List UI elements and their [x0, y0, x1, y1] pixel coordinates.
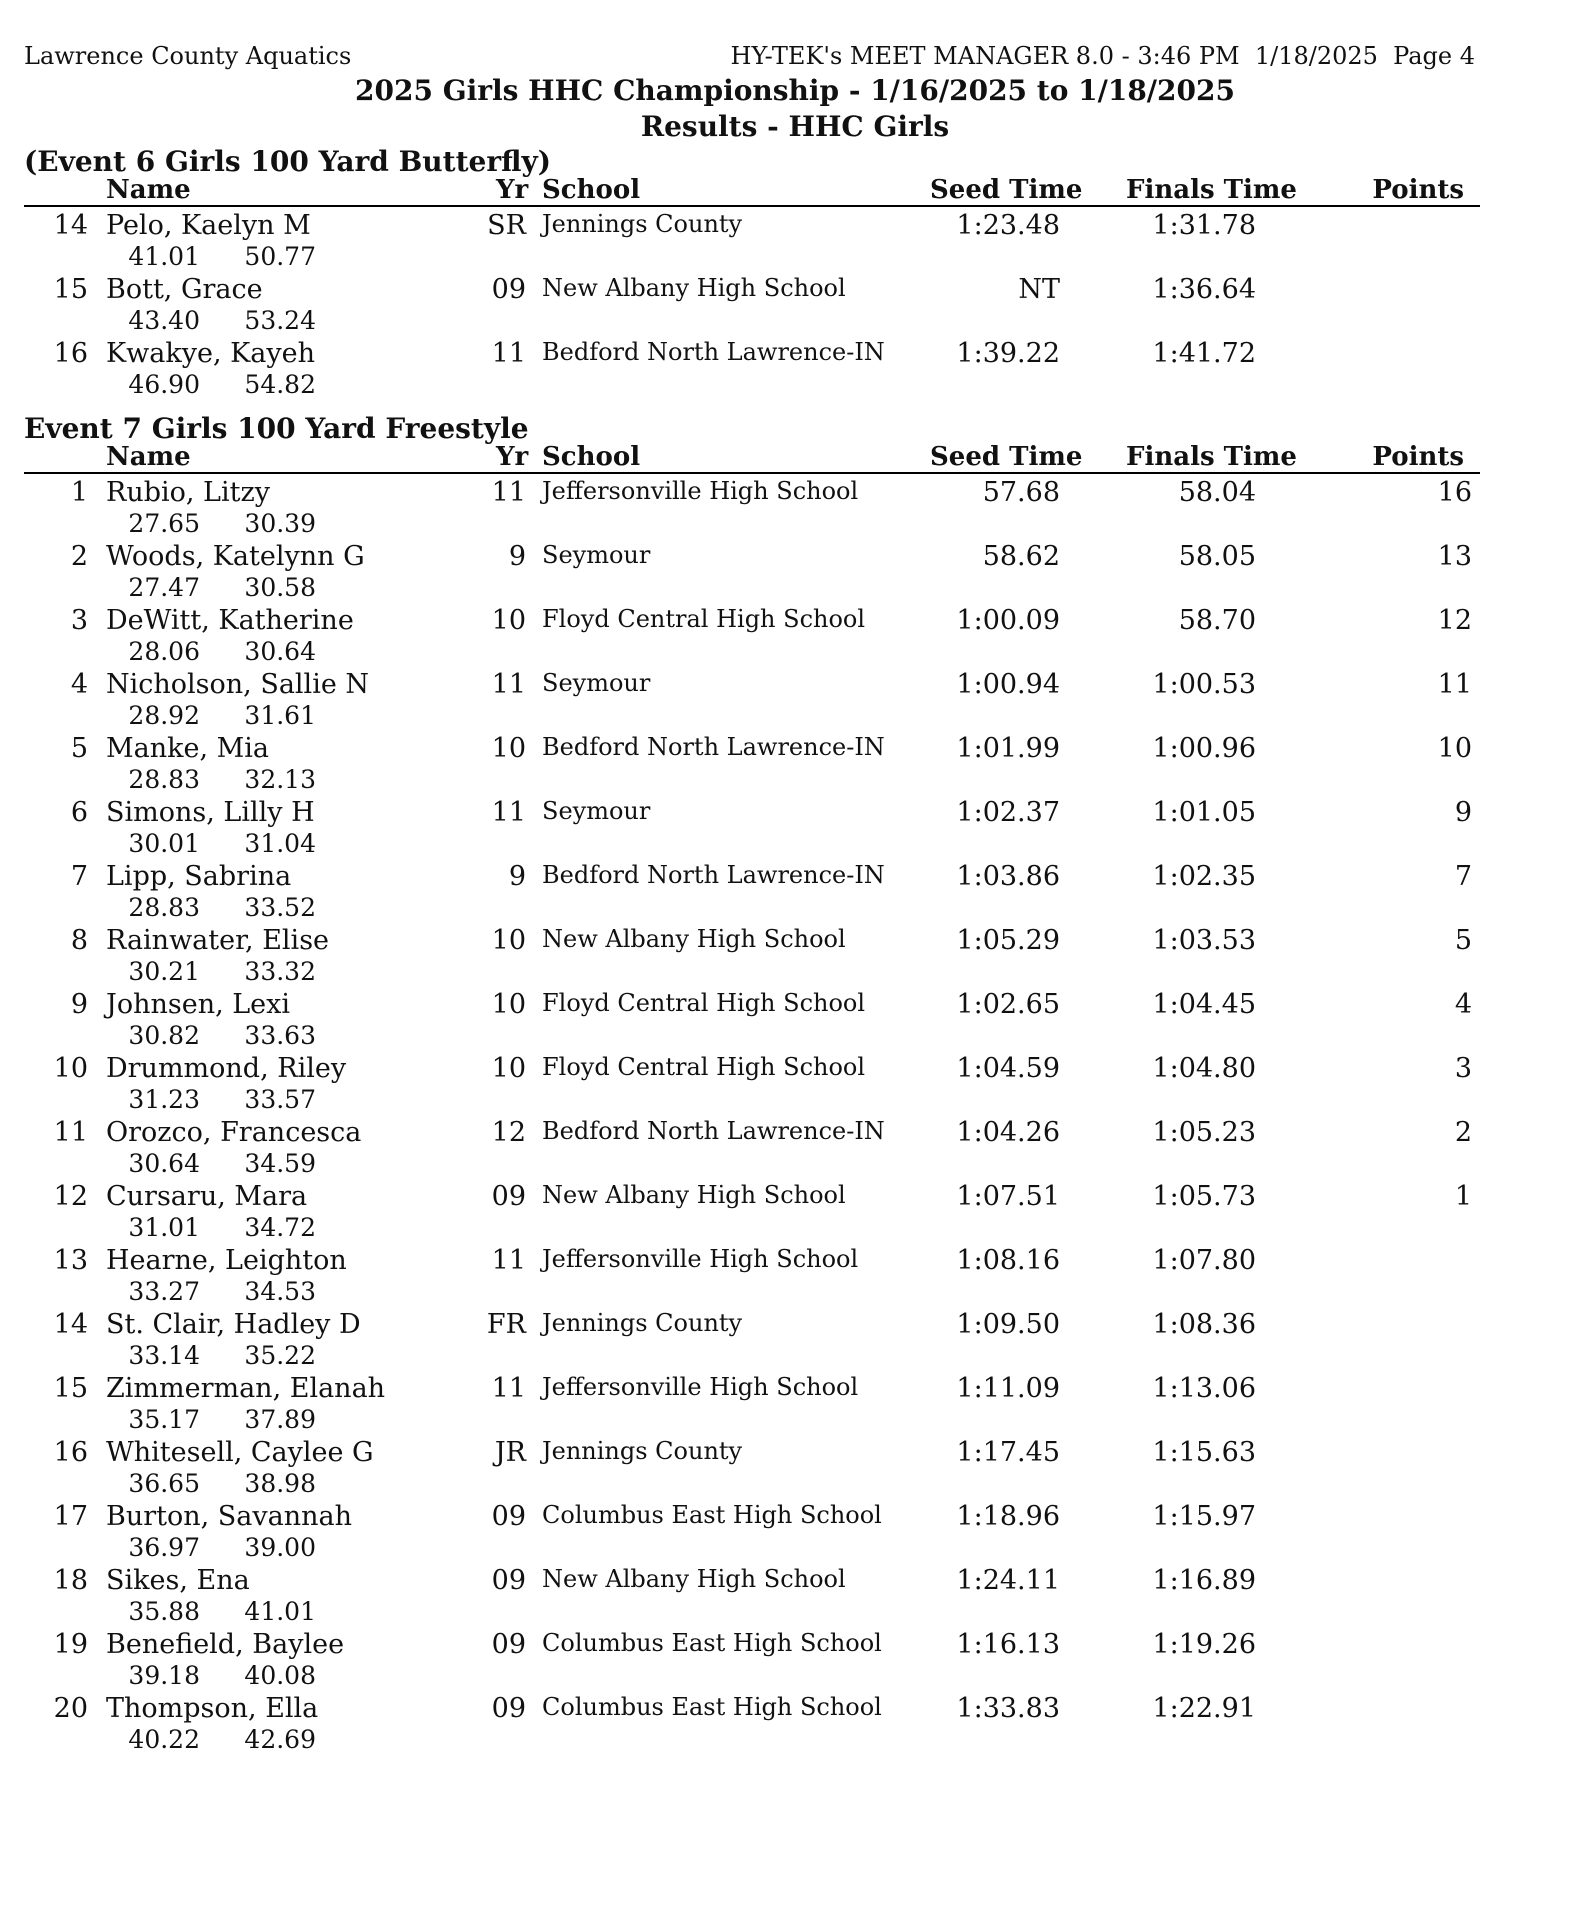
split-time-1: 27.47	[128, 573, 200, 602]
split-time-1: 33.14	[128, 1341, 200, 1370]
result-row	[0, 665, 1570, 729]
swimmer-year: 11	[491, 669, 526, 700]
seed-time: 1:23.48	[956, 210, 1060, 241]
split-time-2: 42.69	[244, 1725, 316, 1754]
split-time-1: 27.65	[128, 509, 200, 538]
result-row	[0, 1177, 1570, 1241]
points-value: 4	[1454, 989, 1472, 1020]
place-number: 1	[70, 477, 88, 508]
swimmer-name: Bott, Grace	[106, 274, 263, 305]
points-value: 3	[1454, 1053, 1472, 1084]
split-time-2: 31.61	[244, 701, 316, 730]
points-value: 16	[1437, 477, 1472, 508]
split-time-1: 30.82	[128, 1021, 200, 1050]
swimmer-year: 11	[491, 1245, 526, 1276]
result-row	[0, 985, 1570, 1049]
split-time-1: 28.92	[128, 701, 200, 730]
finals-time: 1:05.23	[1152, 1117, 1256, 1148]
place-number: 5	[70, 733, 88, 764]
school-name: Bedford North Lawrence-IN	[542, 338, 885, 366]
swimmer-name: Drummond, Riley	[106, 1053, 347, 1084]
result-row	[0, 793, 1570, 857]
swimmer-year: 9	[508, 861, 526, 892]
result-row	[0, 729, 1570, 793]
place-number: 3	[70, 605, 88, 636]
swimmer-name: Cursaru, Mara	[106, 1181, 308, 1212]
swimmer-name: Zimmerman, Elanah	[106, 1373, 386, 1404]
place-number: 11	[53, 1117, 88, 1148]
place-number: 19	[53, 1629, 88, 1660]
seed-time: 1:04.26	[956, 1117, 1060, 1148]
split-time-1: 30.01	[128, 829, 200, 858]
finals-time: 1:19.26	[1152, 1629, 1256, 1660]
swimmer-name: DeWitt, Katherine	[106, 605, 354, 636]
seed-time: 1:11.09	[956, 1373, 1060, 1404]
event-7-column-headers	[24, 442, 1480, 474]
result-row	[0, 473, 1570, 537]
column-header-yr: Yr	[496, 442, 529, 472]
finals-time: 1:13.06	[1152, 1373, 1256, 1404]
results-subtitle: Results - HHC Girls	[640, 110, 950, 143]
split-time-2: 54.82	[244, 370, 316, 399]
place-number: 16	[53, 1437, 88, 1468]
seed-time: 1:04.59	[956, 1053, 1060, 1084]
place-number: 10	[53, 1053, 88, 1084]
swimmer-name: Johnsen, Lexi	[106, 989, 291, 1020]
school-name: Jeffersonville High School	[542, 1245, 859, 1273]
split-time-2: 30.39	[244, 509, 316, 538]
event-6-column-headers	[24, 175, 1480, 207]
split-time-1: 31.01	[128, 1213, 200, 1242]
split-time-1: 28.06	[128, 637, 200, 666]
split-time-2: 41.01	[244, 1597, 316, 1626]
column-header-name: Name	[106, 175, 191, 205]
swimmer-name: Nicholson, Sallie N	[106, 669, 370, 700]
school-name: Columbus East High School	[542, 1693, 882, 1721]
seed-time: 1:07.51	[956, 1181, 1060, 1212]
result-row	[0, 1625, 1570, 1689]
split-time-2: 34.59	[244, 1149, 316, 1178]
split-time-1: 41.01	[128, 242, 200, 271]
swimmer-name: Hearne, Leighton	[106, 1245, 347, 1276]
split-time-1: 28.83	[128, 765, 200, 794]
meet-title: 2025 Girls HHC Championship - 1/16/2025 to 1/18/2025	[355, 74, 1235, 107]
seed-time: 1:39.22	[956, 338, 1060, 369]
split-time-2: 30.58	[244, 573, 316, 602]
split-time-1: 30.21	[128, 957, 200, 986]
school-name: Jennings County	[542, 1309, 743, 1337]
split-time-2: 30.64	[244, 637, 316, 666]
column-header-school: School	[542, 442, 641, 472]
swimmer-year: 10	[491, 989, 526, 1020]
seed-time: 1:08.16	[956, 1245, 1060, 1276]
seed-time: 1:02.65	[956, 989, 1060, 1020]
seed-time: 1:24.11	[956, 1565, 1060, 1596]
school-name: New Albany High School	[542, 1181, 846, 1209]
swimmer-year: 09	[491, 274, 526, 305]
seed-time: 1:01.99	[956, 733, 1060, 764]
finals-time: 1:04.45	[1152, 989, 1256, 1020]
school-name: Jeffersonville High School	[542, 477, 859, 505]
finals-time: 1:36.64	[1152, 274, 1256, 305]
school-name: Columbus East High School	[542, 1501, 882, 1529]
split-time-2: 33.57	[244, 1085, 316, 1114]
swimmer-year: 11	[491, 477, 526, 508]
split-time-2: 33.52	[244, 893, 316, 922]
finals-time: 1:04.80	[1152, 1053, 1256, 1084]
school-name: Columbus East High School	[542, 1629, 882, 1657]
column-header-seed-time: Seed Time	[930, 175, 1083, 205]
result-row	[0, 537, 1570, 601]
swimmer-year: 12	[491, 1117, 526, 1148]
finals-time: 1:22.91	[1152, 1693, 1256, 1724]
finals-time: 58.70	[1178, 605, 1256, 636]
points-value: 9	[1454, 797, 1472, 828]
swimmer-year: 09	[491, 1501, 526, 1532]
school-name: New Albany High School	[542, 274, 846, 302]
swimmer-name: Lipp, Sabrina	[106, 861, 292, 892]
split-time-1: 33.27	[128, 1277, 200, 1306]
school-name: Seymour	[542, 797, 651, 825]
swimmer-name: Manke, Mia	[106, 733, 270, 764]
swimmer-name: Burton, Savannah	[106, 1501, 353, 1532]
seed-time: 1:02.37	[956, 797, 1060, 828]
result-row	[0, 334, 1570, 398]
points-value: 13	[1437, 541, 1472, 572]
swimmer-year: 9	[508, 541, 526, 572]
column-header-finals-time: Finals Time	[1126, 442, 1297, 472]
seed-time: 58.62	[982, 541, 1060, 572]
split-time-2: 50.77	[244, 242, 316, 271]
swimmer-year: 11	[491, 797, 526, 828]
place-number: 9	[70, 989, 88, 1020]
place-number: 14	[53, 1309, 88, 1340]
column-header-finals-time: Finals Time	[1126, 175, 1297, 205]
school-name: Floyd Central High School	[542, 1053, 866, 1081]
swimmer-name: Pelo, Kaelyn M	[106, 210, 311, 241]
finals-time: 1:01.05	[1152, 797, 1256, 828]
swimmer-year: JR	[494, 1437, 526, 1468]
seed-time: 1:09.50	[956, 1309, 1060, 1340]
finals-time: 58.04	[1178, 477, 1256, 508]
points-value: 5	[1454, 925, 1472, 956]
finals-time: 1:03.53	[1152, 925, 1256, 956]
result-row	[0, 857, 1570, 921]
place-number: 2	[70, 541, 88, 572]
event-6-title: (Event 6 Girls 100 Yard Butterfly)	[24, 145, 551, 178]
seed-time: 1:00.94	[956, 669, 1060, 700]
swimmer-name: Simons, Lilly H	[106, 797, 315, 828]
swimmer-year: 10	[491, 925, 526, 956]
result-row	[0, 1497, 1570, 1561]
place-number: 13	[53, 1245, 88, 1276]
points-value: 7	[1454, 861, 1472, 892]
finals-time: 1:08.36	[1152, 1309, 1256, 1340]
seed-time: 1:17.45	[956, 1437, 1060, 1468]
place-number: 4	[70, 669, 88, 700]
school-name: Floyd Central High School	[542, 989, 866, 1017]
place-number: 18	[53, 1565, 88, 1596]
swimmer-name: St. Clair, Hadley D	[106, 1309, 361, 1340]
place-number: 8	[70, 925, 88, 956]
swimmer-name: Thompson, Ella	[106, 1693, 319, 1724]
finals-time: 1:41.72	[1152, 338, 1256, 369]
split-time-2: 53.24	[244, 306, 316, 335]
column-header-yr: Yr	[496, 175, 529, 205]
points-value: 10	[1437, 733, 1472, 764]
swimmer-name: Rainwater, Elise	[106, 925, 330, 956]
result-row	[0, 1561, 1570, 1625]
finals-time: 1:00.53	[1152, 669, 1256, 700]
school-name: Seymour	[542, 541, 651, 569]
result-row	[0, 1369, 1570, 1433]
swimmer-name: Orozco, Francesca	[106, 1117, 362, 1148]
result-row	[0, 1241, 1570, 1305]
finals-time: 1:07.80	[1152, 1245, 1256, 1276]
result-row	[0, 1305, 1570, 1369]
seed-time: 1:18.96	[956, 1501, 1060, 1532]
swimmer-year: 09	[491, 1565, 526, 1596]
result-row	[0, 270, 1570, 334]
split-time-2: 38.98	[244, 1469, 316, 1498]
finals-time: 1:02.35	[1152, 861, 1256, 892]
split-time-1: 36.65	[128, 1469, 200, 1498]
column-header-school: School	[542, 175, 641, 205]
swimmer-name: Benefield, Baylee	[106, 1629, 345, 1660]
result-row	[0, 206, 1570, 270]
split-time-2: 32.13	[244, 765, 316, 794]
column-header-points: Points	[1372, 442, 1464, 472]
school-name: New Albany High School	[542, 1565, 846, 1593]
swimmer-year: 10	[491, 733, 526, 764]
place-number: 20	[53, 1693, 88, 1724]
event-7-title: Event 7 Girls 100 Yard Freestyle	[24, 412, 529, 445]
school-name: Bedford North Lawrence-IN	[542, 733, 885, 761]
points-value: 11	[1437, 669, 1472, 700]
result-row	[0, 921, 1570, 985]
organization-name: Lawrence County Aquatics	[24, 42, 352, 70]
swimmer-year: 10	[491, 605, 526, 636]
seed-time: 1:05.29	[956, 925, 1060, 956]
split-time-1: 39.18	[128, 1661, 200, 1690]
finals-time: 1:16.89	[1152, 1565, 1256, 1596]
split-time-1: 31.23	[128, 1085, 200, 1114]
split-time-1: 30.64	[128, 1149, 200, 1178]
split-time-2: 34.72	[244, 1213, 316, 1242]
swimmer-year: 09	[491, 1693, 526, 1724]
split-time-1: 35.88	[128, 1597, 200, 1626]
seed-time: 1:16.13	[956, 1629, 1060, 1660]
seed-time: 1:03.86	[956, 861, 1060, 892]
place-number: 7	[70, 861, 88, 892]
finals-time: 1:05.73	[1152, 1181, 1256, 1212]
school-name: Floyd Central High School	[542, 605, 866, 633]
school-name: New Albany High School	[542, 925, 846, 953]
swimmer-name: Sikes, Ena	[106, 1565, 250, 1596]
split-time-2: 40.08	[244, 1661, 316, 1690]
split-time-2: 33.63	[244, 1021, 316, 1050]
points-value: 1	[1454, 1181, 1472, 1212]
result-row	[0, 601, 1570, 665]
split-time-2: 35.22	[244, 1341, 316, 1370]
finals-time: 1:15.63	[1152, 1437, 1256, 1468]
split-time-2: 34.53	[244, 1277, 316, 1306]
software-timestamp-page: HY-TEK's MEET MANAGER 8.0 - 3:46 PM 1/18/2025 Page 4	[730, 42, 1475, 70]
place-number: 14	[53, 210, 88, 241]
swimmer-year: 11	[491, 338, 526, 369]
swimmer-year: FR	[486, 1309, 526, 1340]
swimmer-year: SR	[487, 210, 526, 241]
split-time-1: 36.97	[128, 1533, 200, 1562]
school-name: Jennings County	[542, 1437, 743, 1465]
place-number: 17	[53, 1501, 88, 1532]
points-value: 12	[1437, 605, 1472, 636]
split-time-2: 37.89	[244, 1405, 316, 1434]
school-name: Jennings County	[542, 210, 743, 238]
swimmer-name: Rubio, Litzy	[106, 477, 270, 508]
school-name: Bedford North Lawrence-IN	[542, 861, 885, 889]
place-number: 15	[53, 274, 88, 305]
swimmer-year: 09	[491, 1181, 526, 1212]
seed-time: 57.68	[982, 477, 1060, 508]
finals-time: 1:31.78	[1152, 210, 1256, 241]
split-time-2: 31.04	[244, 829, 316, 858]
finals-time: 58.05	[1178, 541, 1256, 572]
column-header-points: Points	[1372, 175, 1464, 205]
place-number: 16	[53, 338, 88, 369]
swimmer-name: Kwakye, Kayeh	[106, 338, 316, 369]
result-row	[0, 1049, 1570, 1113]
split-time-1: 43.40	[128, 306, 200, 335]
column-header-seed-time: Seed Time	[930, 442, 1083, 472]
place-number: 12	[53, 1181, 88, 1212]
swimmer-year: 09	[491, 1629, 526, 1660]
school-name: Jeffersonville High School	[542, 1373, 859, 1401]
finals-time: 1:00.96	[1152, 733, 1256, 764]
finals-time: 1:15.97	[1152, 1501, 1256, 1532]
result-row	[0, 1689, 1570, 1753]
split-time-2: 39.00	[244, 1533, 316, 1562]
school-name: Bedford North Lawrence-IN	[542, 1117, 885, 1145]
result-row	[0, 1433, 1570, 1497]
swimmer-year: 10	[491, 1053, 526, 1084]
split-time-2: 33.32	[244, 957, 316, 986]
swimmer-year: 11	[491, 1373, 526, 1404]
column-header-name: Name	[106, 442, 191, 472]
seed-time: 1:00.09	[956, 605, 1060, 636]
points-value: 2	[1454, 1117, 1472, 1148]
split-time-1: 40.22	[128, 1725, 200, 1754]
result-row	[0, 1113, 1570, 1177]
place-number: 6	[70, 797, 88, 828]
split-time-1: 28.83	[128, 893, 200, 922]
school-name: Seymour	[542, 669, 651, 697]
place-number: 15	[53, 1373, 88, 1404]
split-time-1: 35.17	[128, 1405, 200, 1434]
seed-time: 1:33.83	[956, 1693, 1060, 1724]
swimmer-name: Whitesell, Caylee G	[106, 1437, 374, 1468]
split-time-1: 46.90	[128, 370, 200, 399]
seed-time: NT	[1018, 274, 1060, 305]
swimmer-name: Woods, Katelynn G	[106, 541, 365, 572]
